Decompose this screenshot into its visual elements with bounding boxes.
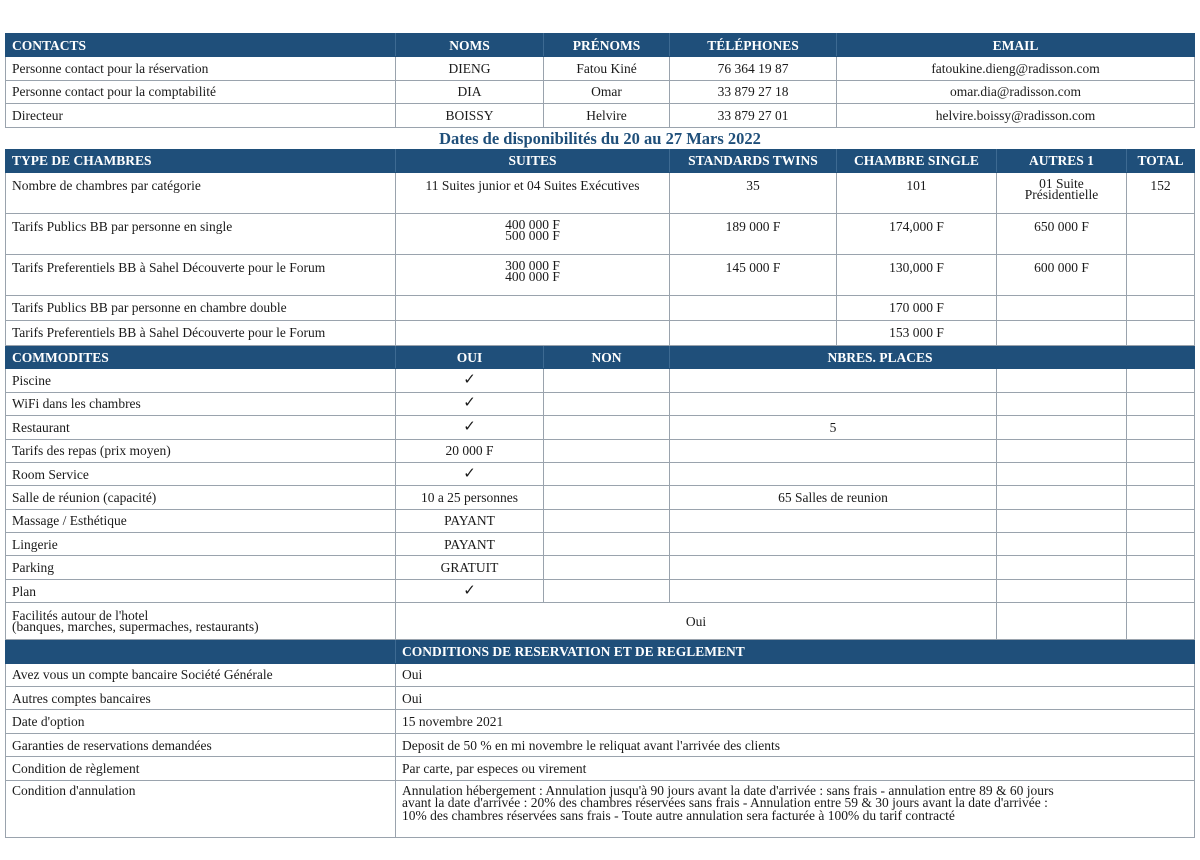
prenoms-header: PRÉNOMS xyxy=(544,34,670,57)
condition-value: Par carte, par especes ou virement xyxy=(396,757,1195,780)
room-type-header: TYPE DE CHAMBRES xyxy=(6,149,396,172)
contact-label: Personne contact pour la réservation xyxy=(6,57,396,80)
room-total-cell xyxy=(1127,254,1195,295)
commodity-oui: ✓ xyxy=(396,462,544,485)
room-autres-cell xyxy=(997,320,1127,345)
suites-header: SUITES xyxy=(396,149,670,172)
contacts-header-row xyxy=(6,34,1195,57)
hotel-info-table xyxy=(5,33,1195,838)
commodity-non xyxy=(544,369,670,392)
commodity-label: Room Service xyxy=(6,462,396,485)
commodity-row xyxy=(6,369,1195,392)
contact-row xyxy=(6,104,1195,127)
room-row-label: Nombre de chambres par catégorie xyxy=(6,172,396,213)
commodity-extra xyxy=(1127,416,1195,439)
commodity-row xyxy=(6,462,1195,485)
commodity-extra xyxy=(997,439,1127,462)
commodity-places xyxy=(670,439,997,462)
room-single-cell: 130,000 F xyxy=(837,254,997,295)
room-autres-cell: 600 000 F xyxy=(997,254,1127,295)
commodity-extra xyxy=(1127,369,1195,392)
annulation-line1: Annulation hébergement : Annulation jusqu'à 90 jours avant la date d'arrivée : sans frais - annulation entre 89 & 60 jours xyxy=(402,782,1054,798)
commodity-row xyxy=(6,486,1195,509)
commodity-oui: ✓ xyxy=(396,579,544,602)
contact-tel: 33 879 27 18 xyxy=(670,80,837,103)
room-rate-row xyxy=(6,295,1195,320)
availability-title: Dates de disponibilités du 20 au 27 Mars 2022 xyxy=(439,128,761,148)
room-suites-cell xyxy=(396,295,670,320)
commodity-places xyxy=(670,462,997,485)
commodity-non xyxy=(544,579,670,602)
contact-email: omar.dia@radisson.com xyxy=(837,80,1195,103)
contact-tel: 33 879 27 01 xyxy=(670,104,837,127)
commodity-extra xyxy=(1127,392,1195,415)
commodity-non xyxy=(544,462,670,485)
conditions-header-row xyxy=(6,640,1195,663)
contacts-header: CONTACTS xyxy=(6,34,396,57)
contact-email: helvire.boissy@radisson.com xyxy=(837,104,1195,127)
commodity-non xyxy=(544,556,670,579)
condition-value: 15 novembre 2021 xyxy=(396,710,1195,733)
annulation-line2: avant la date d'arrivée : 20% des chambres réservées sans frais - Annulation entre 59 & 30 jours avant la date d'arrivée : xyxy=(402,795,1048,811)
condition-row xyxy=(6,733,1195,756)
room-suites-cell: 11 Suites junior et 04 Suites Exécutives xyxy=(396,172,670,213)
contact-label: Directeur xyxy=(6,104,396,127)
commodity-oui: PAYANT xyxy=(396,533,544,556)
noms-header: NOMS xyxy=(396,34,544,57)
commodity-row xyxy=(6,579,1195,602)
commodity-non xyxy=(544,533,670,556)
commodity-row xyxy=(6,416,1195,439)
commodity-label: WiFi dans les chambres xyxy=(6,392,396,415)
commodity-extra xyxy=(997,486,1127,509)
facilities-label-line2: (banques, marches, supermaches, restaurants) xyxy=(12,619,259,635)
commodity-oui: GRATUIT xyxy=(396,556,544,579)
telephones-header: TÉLÉPHONES xyxy=(670,34,837,57)
commodity-places xyxy=(670,509,997,532)
condition-row xyxy=(6,757,1195,780)
commodity-extra xyxy=(997,416,1127,439)
contact-prenom: Helvire xyxy=(544,104,670,127)
commodity-non xyxy=(544,486,670,509)
commodity-row xyxy=(6,392,1195,415)
commodity-oui: ✓ xyxy=(396,416,544,439)
commodity-extra xyxy=(1127,462,1195,485)
commodity-label: Restaurant xyxy=(6,416,396,439)
room-autres-line1: 01 Suite xyxy=(1039,175,1084,191)
annulation-line3: 10% des chambres réservées sans frais - Toute autre annulation sera facturée à 100% du tarif contracté xyxy=(402,807,955,823)
commodity-extra xyxy=(997,579,1127,602)
room-total-cell xyxy=(1127,295,1195,320)
availability-row xyxy=(6,127,1195,149)
commodity-oui: ✓ xyxy=(396,369,544,392)
commodity-oui: PAYANT xyxy=(396,509,544,532)
room-single-cell: 153 000 F xyxy=(837,320,997,345)
condition-row xyxy=(6,687,1195,710)
annulation-label: Condition d'annulation xyxy=(6,780,396,837)
commodity-extra xyxy=(997,462,1127,485)
facilities-label-line1: Facilités autour de l'hotel xyxy=(12,608,149,624)
condition-row xyxy=(6,710,1195,733)
commodity-row xyxy=(6,533,1195,556)
commodity-non xyxy=(544,509,670,532)
room-row-label: Tarifs Preferentiels BB à Sahel Découverte pour le Forum xyxy=(6,320,396,345)
commodity-label: Plan xyxy=(6,579,396,602)
commodity-label: Salle de réunion (capacité) xyxy=(6,486,396,509)
total-header: TOTAL xyxy=(1127,149,1195,172)
condition-value: Oui xyxy=(396,663,1195,686)
rooms-header-row xyxy=(6,149,1195,172)
condition-label: Autres comptes bancaires xyxy=(6,687,396,710)
room-rate-row xyxy=(6,254,1195,295)
room-single-cell: 174,000 F xyxy=(837,213,997,254)
commodity-places xyxy=(670,556,997,579)
room-total-cell xyxy=(1127,320,1195,345)
suites-rate-line2: 500 000 F xyxy=(505,227,560,243)
condition-label: Date d'option xyxy=(6,710,396,733)
facilities-label xyxy=(6,603,396,640)
commodity-oui: 10 a 25 personnes xyxy=(396,486,544,509)
room-row-label: Tarifs Preferentiels BB à Sahel Découverte pour le Forum xyxy=(6,254,396,295)
annulation-value xyxy=(396,780,1195,837)
commodity-extra xyxy=(1127,509,1195,532)
room-total-cell: 152 xyxy=(1127,172,1195,213)
room-single-cell: 101 xyxy=(837,172,997,213)
conditions-header-spacer xyxy=(6,640,396,663)
commodity-places xyxy=(670,579,997,602)
non-header: NON xyxy=(544,345,670,368)
contact-row xyxy=(6,57,1195,80)
commodity-label: Parking xyxy=(6,556,396,579)
contact-tel: 76 364 19 87 xyxy=(670,57,837,80)
commodity-row xyxy=(6,556,1195,579)
contact-label: Personne contact pour la comptabilité xyxy=(6,80,396,103)
room-twins-cell xyxy=(670,320,837,345)
room-rate-row xyxy=(6,213,1195,254)
room-twins-cell: 35 xyxy=(670,172,837,213)
contact-nom: DIA xyxy=(396,80,544,103)
room-twins-cell: 145 000 F xyxy=(670,254,837,295)
autres-header: AUTRES 1 xyxy=(997,149,1127,172)
commodity-extra xyxy=(1127,579,1195,602)
commodity-oui: 20 000 F xyxy=(396,439,544,462)
commodity-extra xyxy=(997,392,1127,415)
commodity-extra xyxy=(997,533,1127,556)
chambre-single-header: CHAMBRE SINGLE xyxy=(837,149,997,172)
room-row-label: Tarifs Publics BB par personne en chambre double xyxy=(6,295,396,320)
commodity-label: Tarifs des repas (prix moyen) xyxy=(6,439,396,462)
contact-prenom: Omar xyxy=(544,80,670,103)
suites-rate-line1: 400 000 F xyxy=(505,216,560,232)
commodity-label: Lingerie xyxy=(6,533,396,556)
room-twins-cell xyxy=(670,295,837,320)
places-header: NBRES. PLACES xyxy=(670,345,1195,368)
commodity-extra xyxy=(997,369,1127,392)
oui-header: OUI xyxy=(396,345,544,368)
commodity-extra xyxy=(997,509,1127,532)
commodity-non xyxy=(544,439,670,462)
commodity-places: 65 Salles de reunion xyxy=(670,486,997,509)
room-total-cell xyxy=(1127,213,1195,254)
contact-nom: DIENG xyxy=(396,57,544,80)
condition-value: Deposit de 50 % en mi novembre le reliquat avant l'arrivée des clients xyxy=(396,733,1195,756)
annulation-row xyxy=(6,780,1195,837)
conditions-header: CONDITIONS DE RESERVATION ET DE REGLEMENT xyxy=(396,640,1195,663)
room-suites-cell xyxy=(396,320,670,345)
commodity-non xyxy=(544,392,670,415)
condition-label: Garanties de reservations demandées xyxy=(6,733,396,756)
room-autres-cell: 650 000 F xyxy=(997,213,1127,254)
commodity-non xyxy=(544,416,670,439)
condition-row xyxy=(6,663,1195,686)
commodity-places xyxy=(670,369,997,392)
room-suites-cell xyxy=(396,213,670,254)
room-rate-row xyxy=(6,320,1195,345)
commodity-row xyxy=(6,509,1195,532)
commodities-header: COMMODITES xyxy=(6,345,396,368)
room-autres-cell xyxy=(997,295,1127,320)
reservation-form-sheet xyxy=(5,33,1194,838)
room-suites-cell xyxy=(396,254,670,295)
room-autres-line2: Présidentielle xyxy=(1024,186,1099,202)
commodity-extra xyxy=(1127,603,1195,640)
facilities-row xyxy=(6,603,1195,640)
facilities-value: Oui xyxy=(396,603,997,640)
room-twins-cell: 189 000 F xyxy=(670,213,837,254)
standards-twins-header: STANDARDS TWINS xyxy=(670,149,837,172)
commodity-oui: ✓ xyxy=(396,392,544,415)
email-header: EMAIL xyxy=(837,34,1195,57)
suites-rate-line2: 400 000 F xyxy=(505,268,560,284)
commodity-places xyxy=(670,392,997,415)
room-single-cell: 170 000 F xyxy=(837,295,997,320)
commodity-places: 5 xyxy=(670,416,997,439)
room-count-row xyxy=(6,172,1195,213)
contact-email: fatoukine.dieng@radisson.com xyxy=(837,57,1195,80)
room-row-label: Tarifs Publics BB par personne en single xyxy=(6,213,396,254)
commodity-extra xyxy=(997,603,1127,640)
contact-nom: BOISSY xyxy=(396,104,544,127)
commodity-extra xyxy=(1127,439,1195,462)
commodity-label: Massage / Esthétique xyxy=(6,509,396,532)
commodity-label: Piscine xyxy=(6,369,396,392)
commodity-extra xyxy=(1127,533,1195,556)
commodity-extra xyxy=(1127,486,1195,509)
commodity-places xyxy=(670,533,997,556)
room-autres-cell xyxy=(997,172,1127,213)
contact-row xyxy=(6,80,1195,103)
contact-prenom: Fatou Kiné xyxy=(544,57,670,80)
commodity-row xyxy=(6,439,1195,462)
commodities-header-row xyxy=(6,345,1195,368)
commodity-extra xyxy=(997,556,1127,579)
suites-rate-line1: 300 000 F xyxy=(505,257,560,273)
condition-value: Oui xyxy=(396,687,1195,710)
commodity-extra xyxy=(1127,556,1195,579)
condition-label: Avez vous un compte bancaire Société Générale xyxy=(6,663,396,686)
condition-label: Condition de règlement xyxy=(6,757,396,780)
